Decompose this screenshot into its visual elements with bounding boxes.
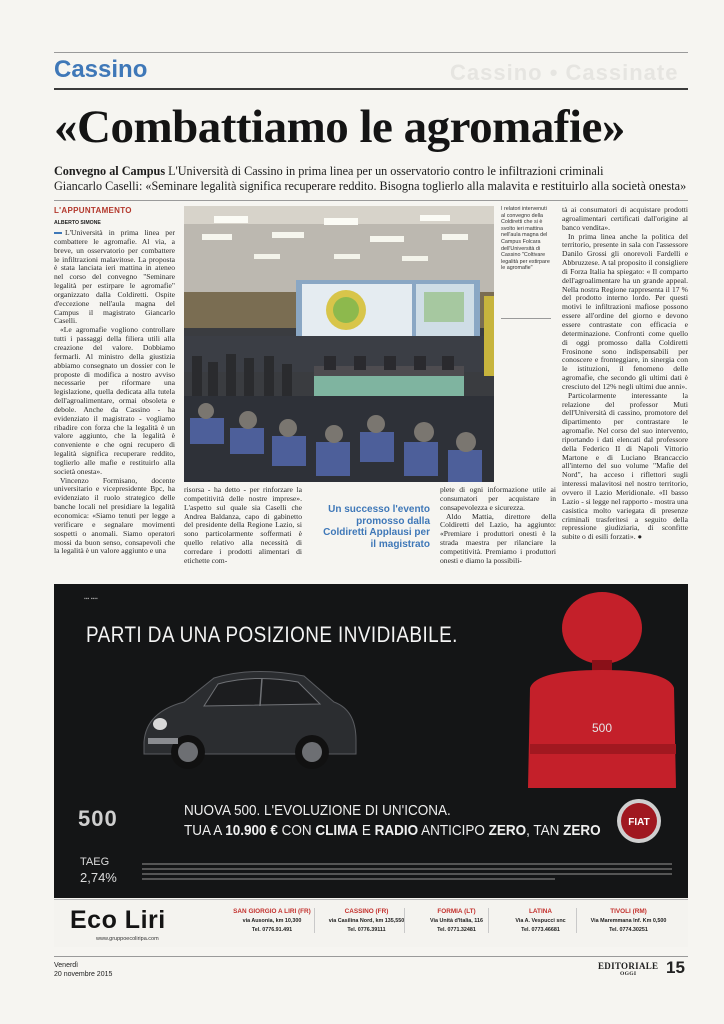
dealer-logo: Eco Liri bbox=[70, 906, 166, 934]
paragraph: Aldo Mattia, direttore della Coldiretti del Lazio, ha aggiunto: «Premiare i produttori onesti è la strada maestra per rilanciare la competitività. Premiamo i produttori onesti e diamo la possibili- bbox=[440, 511, 556, 565]
paragraph: risorsa - ha detto - per rinforzare la competitività delle nostre imprese». L'aspetto sul quale sia Caselli che Andrea Baldanza, capo di gabinetto del presidente della Regione Lazio, si sono particolarmente soffermati è quello relativo alla necessità di corredare i prodotti alimentari di etichette com- bbox=[184, 486, 302, 565]
footer-day: Venerdì bbox=[54, 962, 79, 969]
fiat-logo-icon bbox=[614, 796, 664, 846]
ad-model-logo: 500 bbox=[78, 806, 118, 831]
kicker: L'APPUNTAMENTO bbox=[54, 206, 132, 215]
red-seat-illustration bbox=[516, 588, 688, 798]
dealer-url[interactable]: www.gruppoecoliripa.com bbox=[96, 936, 159, 942]
page-number: 15 bbox=[666, 958, 685, 977]
ad-small-print-top: ▪▪▪ ▪▪▪▪ bbox=[84, 596, 98, 602]
section-rule bbox=[54, 88, 688, 90]
paragraph: plete di ogni informazione utile ai consumatori per acquistare in consapevolezza e sicurezza. bbox=[440, 486, 556, 512]
footer-full-date: 20 novembre 2015 bbox=[54, 970, 113, 978]
paragraph: Particolarmente interessante la relazione del professor Muti dell'Università di cassino, promotore del dipartimento per contrastare le agromafie. Nel corso del suo intervento, riportando i dati elencati dal professore della Federico II di Napoli Vittorio Martone e di Luciano Brancaccio all'interno del suo volume "Mafie del Nord", ha acceso i riflettori sugli interessi malavitosi nel nostro territorio, ovvero il Lazio Meridionale. «Il basso Lazio - si legge nel rapporto - mostra una casistica molto variegata di presenze criminali trasferitesi a seguito della repressione giudiziaria, di sconfitte subite o di esili forzati». bbox=[562, 390, 688, 542]
article-column-3 bbox=[440, 486, 556, 576]
ghost-section-title: Cassino • Cassinate bbox=[450, 60, 679, 85]
byline: ALBERTO SIMONE bbox=[54, 220, 101, 226]
ad-fine-print bbox=[142, 860, 672, 890]
subhead bbox=[54, 164, 688, 194]
ad-offer: TUA A 10.900 € CON CLIMA E RADIO ANTICIPO ZERO, TAN ZERO bbox=[184, 822, 601, 839]
event-photo bbox=[184, 206, 494, 482]
subhead-lead: Convegno al Campus bbox=[54, 164, 166, 178]
taeg-value: 2,74% bbox=[80, 870, 117, 885]
taeg-label: TAEG bbox=[80, 856, 110, 868]
footer-brand: EDITORIALE OGGI bbox=[598, 961, 659, 977]
section-title: Cassino bbox=[54, 56, 148, 83]
end-mark: ● bbox=[637, 532, 643, 542]
paragraph: «Le agromafie vogliono controllare tutti i passaggi della filiera utili alla creazione del valore. Dobbiamo fermarli. Al ministro della giustizia abbiamo consegnato un dossier con le proposte di modifica a nostro avviso necessarie per riformare una legislazione, quella dedicata alla tutela dell'agroalimentare, ormai obsoleta e debole. Anche da Cassino - ha evidenziato il magistrato - vogliamo ribadire con forza che la legalità è un valore aggiunto, che la legalità è conveniente e che ogni recupero di legalità significa recuperare reddito, toglierlo alle mafie e restituirlo alla società onesta». bbox=[54, 325, 175, 476]
branch-formia: FORMIA (LT) Via Unità d'Italia, 116 Tel. 0771.32481 bbox=[404, 908, 508, 933]
pull-quote: Un successo l'evento promosso dalla Coldiretti Applausi per il magistrato bbox=[323, 504, 430, 550]
article-column-1 bbox=[54, 229, 175, 569]
subhead-quote: Giancarlo Caselli: «Seminare legalità significa recuperare reddito. Bisogna toglierlo alla malavita e restituirlo alla società onesta» bbox=[54, 179, 687, 193]
article-column-4 bbox=[562, 206, 688, 576]
footer-rule bbox=[54, 956, 688, 957]
ad-headline: NUOVA 500. L'EVOLUZIONE DI UN'ICONA. bbox=[184, 802, 451, 819]
caption-rule bbox=[501, 318, 551, 319]
ad-tagline: PARTI DA UNA POSIZIONE INVIDIABILE. bbox=[86, 622, 458, 647]
branch-tivoli: TIVOLI (RM) Via Maremmana Inf. Km 0,500 Tel. 0774.30251 bbox=[576, 908, 680, 933]
branch-san-giorgio: SAN GIORGIO A LIRI (FR) via Ausonia, km 10,300 Tel. 0776.91.491 bbox=[233, 908, 311, 933]
branch-cassino: CASSINO (FR) via Casilina Nord, km 135,550 Tel. 0776.39111 bbox=[314, 908, 418, 933]
seat-logo-text: 500 bbox=[591, 721, 613, 735]
footer-date bbox=[54, 962, 112, 979]
paragraph: L'Università in prima linea per combattere le agromafie. Al via, a breve, un osservatorio per combattere le infiltrazioni malavitose. La proposta è stata lanciata ieri mattina in ateneo nel corso del convegno "Seminare legalità per estirpare le agromafie" organizzato dalla Coldiretti. Ospite d'eccezione nell'aula magna del Campus il magistrato Giancarlo Caselli. bbox=[54, 229, 175, 326]
paragraph: tà ai consumatori di acquistare prodotti agroalimentari certificati dall'origine al banco vendita». bbox=[562, 206, 688, 232]
fiat-500-advertisement[interactable] bbox=[54, 584, 688, 898]
paragraph: In prima linea anche la politica del territorio, presente in sala con l'assessore Danilo Grossi gli onorevoli Fardelli e Abbruzzese. A tal proposito il consigliere di Forza Italia ha spiegato: « Il comparto dell'agroalimentare ha un grande appeal. Nella nostra Regione rappresenta il 17 % del prodotto interno lordo. Per questi motivi le infiltrazioni mafiose possono essere all'ordine del giorno e devono essere contrastate con efficacia e determinazione. Confronti come quello di oggi promosso dalla Coldiretti Frosinone sono indispensabili per conoscere e fronteggiare, in sinergia con le istituzioni, il fenomeno delle agromafie, che secondo gli ultimi dati è cresciuto del 12% negli ultimi due anni». bbox=[562, 231, 688, 391]
headline: «Combattiamo le agromafie» bbox=[54, 101, 625, 153]
subhead-rest: L'Università di Cassino in prima linea per un osservatorio contro le infiltrazioni criminali bbox=[165, 164, 604, 178]
article-rule bbox=[54, 200, 688, 201]
branch-latina: LATINA Via A. Vespucci snc Tel. 0773.46681 bbox=[488, 908, 592, 933]
lead-bullet bbox=[54, 232, 62, 234]
article-column-2 bbox=[184, 486, 302, 576]
paragraph: Vincenzo Formisano, docente universitario e vicepresidente Bpc, ha evidenziato il ruolo strategico delle banche locali nel presidiare la legalità economica: «Siamo tenuti per legge a verificare e segnalare movimenti sospetti o anomali. Siamo operatori mossi da buon senso, consapevoli che la legalità è un valore aggiunto e una bbox=[54, 475, 175, 556]
dealer-strip bbox=[54, 899, 688, 947]
fiat-logo-text: FIAT bbox=[628, 817, 650, 828]
photo-caption: I relatori intervenuti al convegno della Coldiretti che si è svolto ieri mattina nell'aula magna del Campus Folcara dell'Università di Cassino "Coltivare legalità per estirpare le agromafie" bbox=[501, 206, 550, 272]
car-illustration bbox=[134, 662, 364, 772]
top-rule bbox=[54, 52, 688, 53]
conference-hall-illustration bbox=[184, 206, 494, 482]
